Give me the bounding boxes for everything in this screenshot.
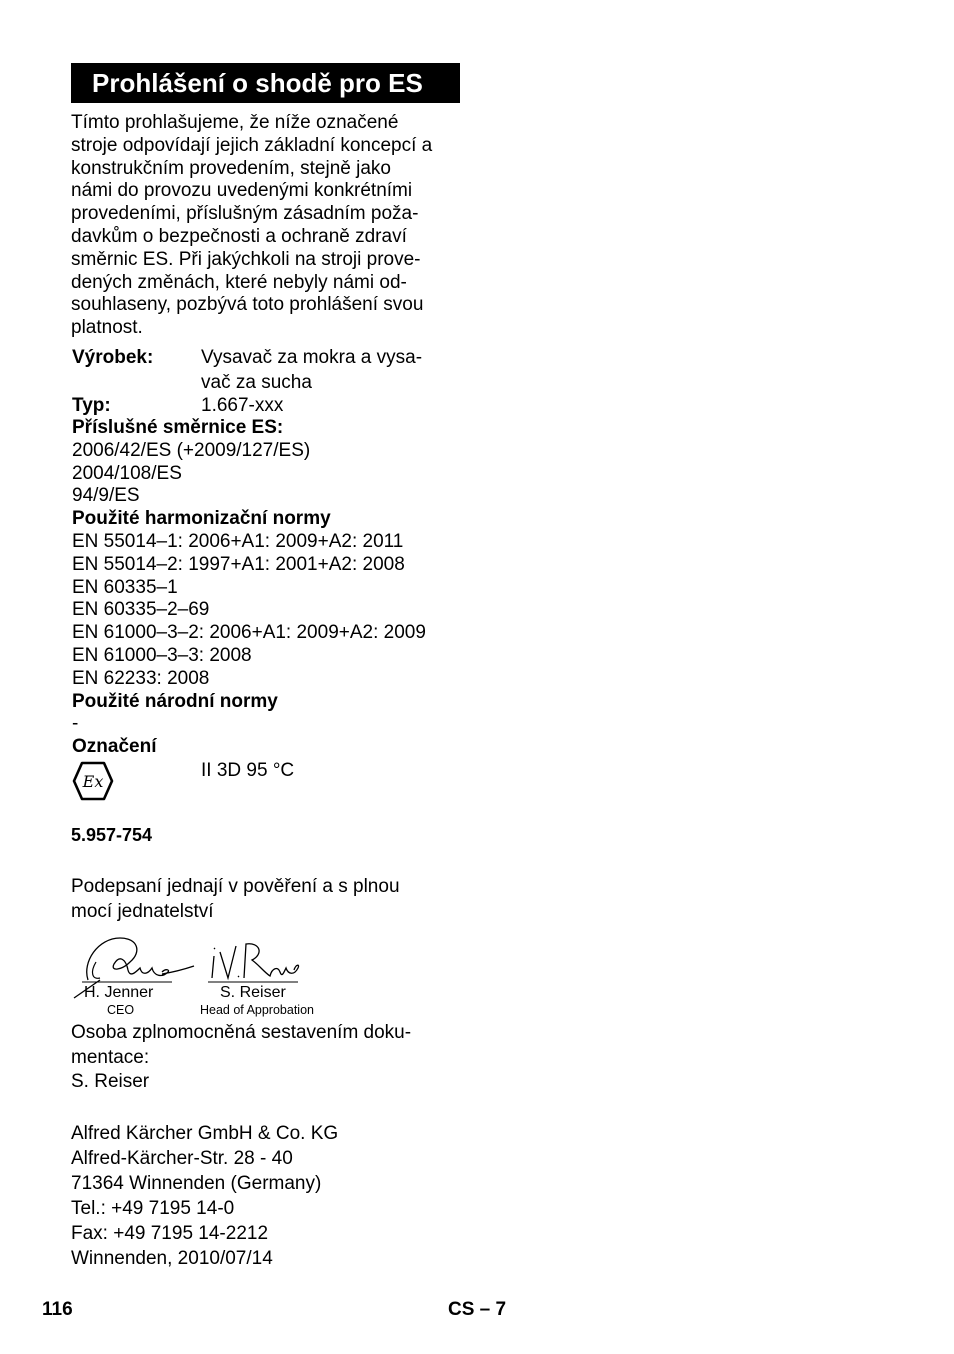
type-row — [72, 394, 284, 417]
product-row — [72, 346, 423, 369]
type-value: 1.667-xxx — [201, 395, 284, 416]
directives-heading: Příslušné směrnice ES: — [72, 417, 284, 438]
section-label: CS – 7 — [448, 1299, 507, 1320]
harmonized-heading: Použité harmonizační normy — [72, 508, 331, 530]
address-line: 71364 Winnenden (Germany) — [71, 1173, 322, 1194]
authorized-line: mentace: — [71, 1046, 150, 1068]
product-label: Výrobek: — [72, 347, 154, 368]
address-line: Alfred-Kärcher-Str. 28 - 40 — [71, 1148, 293, 1169]
intro-line: stroje odpovídají jejich základní koncepcí a — [71, 134, 433, 156]
harmonized-item: EN 55014–2: 1997+A1: 2001+A2: 2008 — [72, 553, 405, 575]
harmonized-item: EN 61000–3–3: 2008 — [72, 644, 252, 666]
intro-line: souhlaseny, pozbývá toto prohlášení svou — [71, 294, 424, 316]
signatory-role: Head of Approbation — [200, 1003, 314, 1017]
intro-line: Tímto prohlašujeme, že níže označené — [71, 112, 399, 133]
directive-item: 2004/108/ES — [72, 462, 182, 484]
signed-statement — [71, 875, 400, 924]
intro-line: davkům o bezpečnosti a ochraně zdraví — [71, 225, 407, 247]
intro-line: námi do provozu uvedenými konkrétními — [71, 180, 413, 202]
intro-line: směrnic ES. Při jakýchkoli na stroji prove- — [71, 248, 421, 270]
signatory-name: H. Jenner — [84, 984, 154, 1001]
directive-item: 2006/42/ES (+2009/127/ES) — [72, 439, 311, 461]
authorized-line: Osoba zplnomocněná sestavením doku- — [71, 1022, 412, 1043]
national-heading: Použité národní normy — [72, 690, 278, 712]
ex-symbol-glyph: Ex — [82, 772, 104, 791]
page-title: Prohlášení o shodě pro ES — [71, 63, 460, 103]
national-value: - — [72, 713, 79, 735]
company-address — [71, 1121, 338, 1271]
marking-value: II 3D 95 °C — [201, 760, 295, 781]
intro-line: provedeními, příslušným zásadním poža- — [71, 203, 419, 225]
harmonized-item: EN 61000–3–2: 2006+A1: 2009+A2: 2009 — [72, 622, 426, 644]
page-number: 116 — [42, 1299, 73, 1320]
standards-block — [72, 417, 426, 759]
signed-line: mocí jednatelství — [71, 900, 214, 922]
reiser-signature — [208, 938, 304, 984]
intro-line: platnost. — [71, 317, 143, 339]
signed-line: Podepsaní jednají v pověření a s plnou — [71, 876, 400, 897]
intro-line: dených změnách, které nebyly námi od- — [71, 271, 407, 293]
document-code: 5.957-754 — [71, 825, 153, 845]
harmonized-item: EN 60335–2–69 — [72, 599, 210, 621]
marking-heading: Označení — [72, 736, 157, 758]
product-value-line1: Vysavač za mokra a vysa- — [201, 347, 423, 368]
address-line: Winnenden, 2010/07/14 — [71, 1248, 273, 1269]
intro-line: konstrukčním provedením, stejně jako — [71, 157, 391, 179]
harmonized-item: EN 62233: 2008 — [72, 667, 210, 689]
signatory-role: CEO — [107, 1003, 135, 1017]
harmonized-item: EN 60335–1 — [72, 576, 178, 598]
authorized-person-block — [71, 1021, 411, 1095]
address-line: Alfred Kärcher GmbH & Co. KG — [71, 1123, 339, 1144]
ex-atex-icon — [72, 761, 114, 801]
signatory-name: S. Reiser — [220, 984, 286, 1001]
product-value-line2: vač za sucha — [201, 372, 312, 393]
address-line: Tel.: +49 7195 14-0 — [71, 1198, 235, 1219]
authorized-line: S. Reiser — [71, 1071, 150, 1092]
address-line: Fax: +49 7195 14-2212 — [71, 1223, 269, 1244]
harmonized-item: EN 55014–1: 2006+A1: 2009+A2: 2011 — [72, 530, 404, 552]
type-label: Typ: — [72, 395, 111, 416]
directive-item: 94/9/ES — [72, 485, 140, 507]
intro-paragraph — [71, 112, 471, 340]
